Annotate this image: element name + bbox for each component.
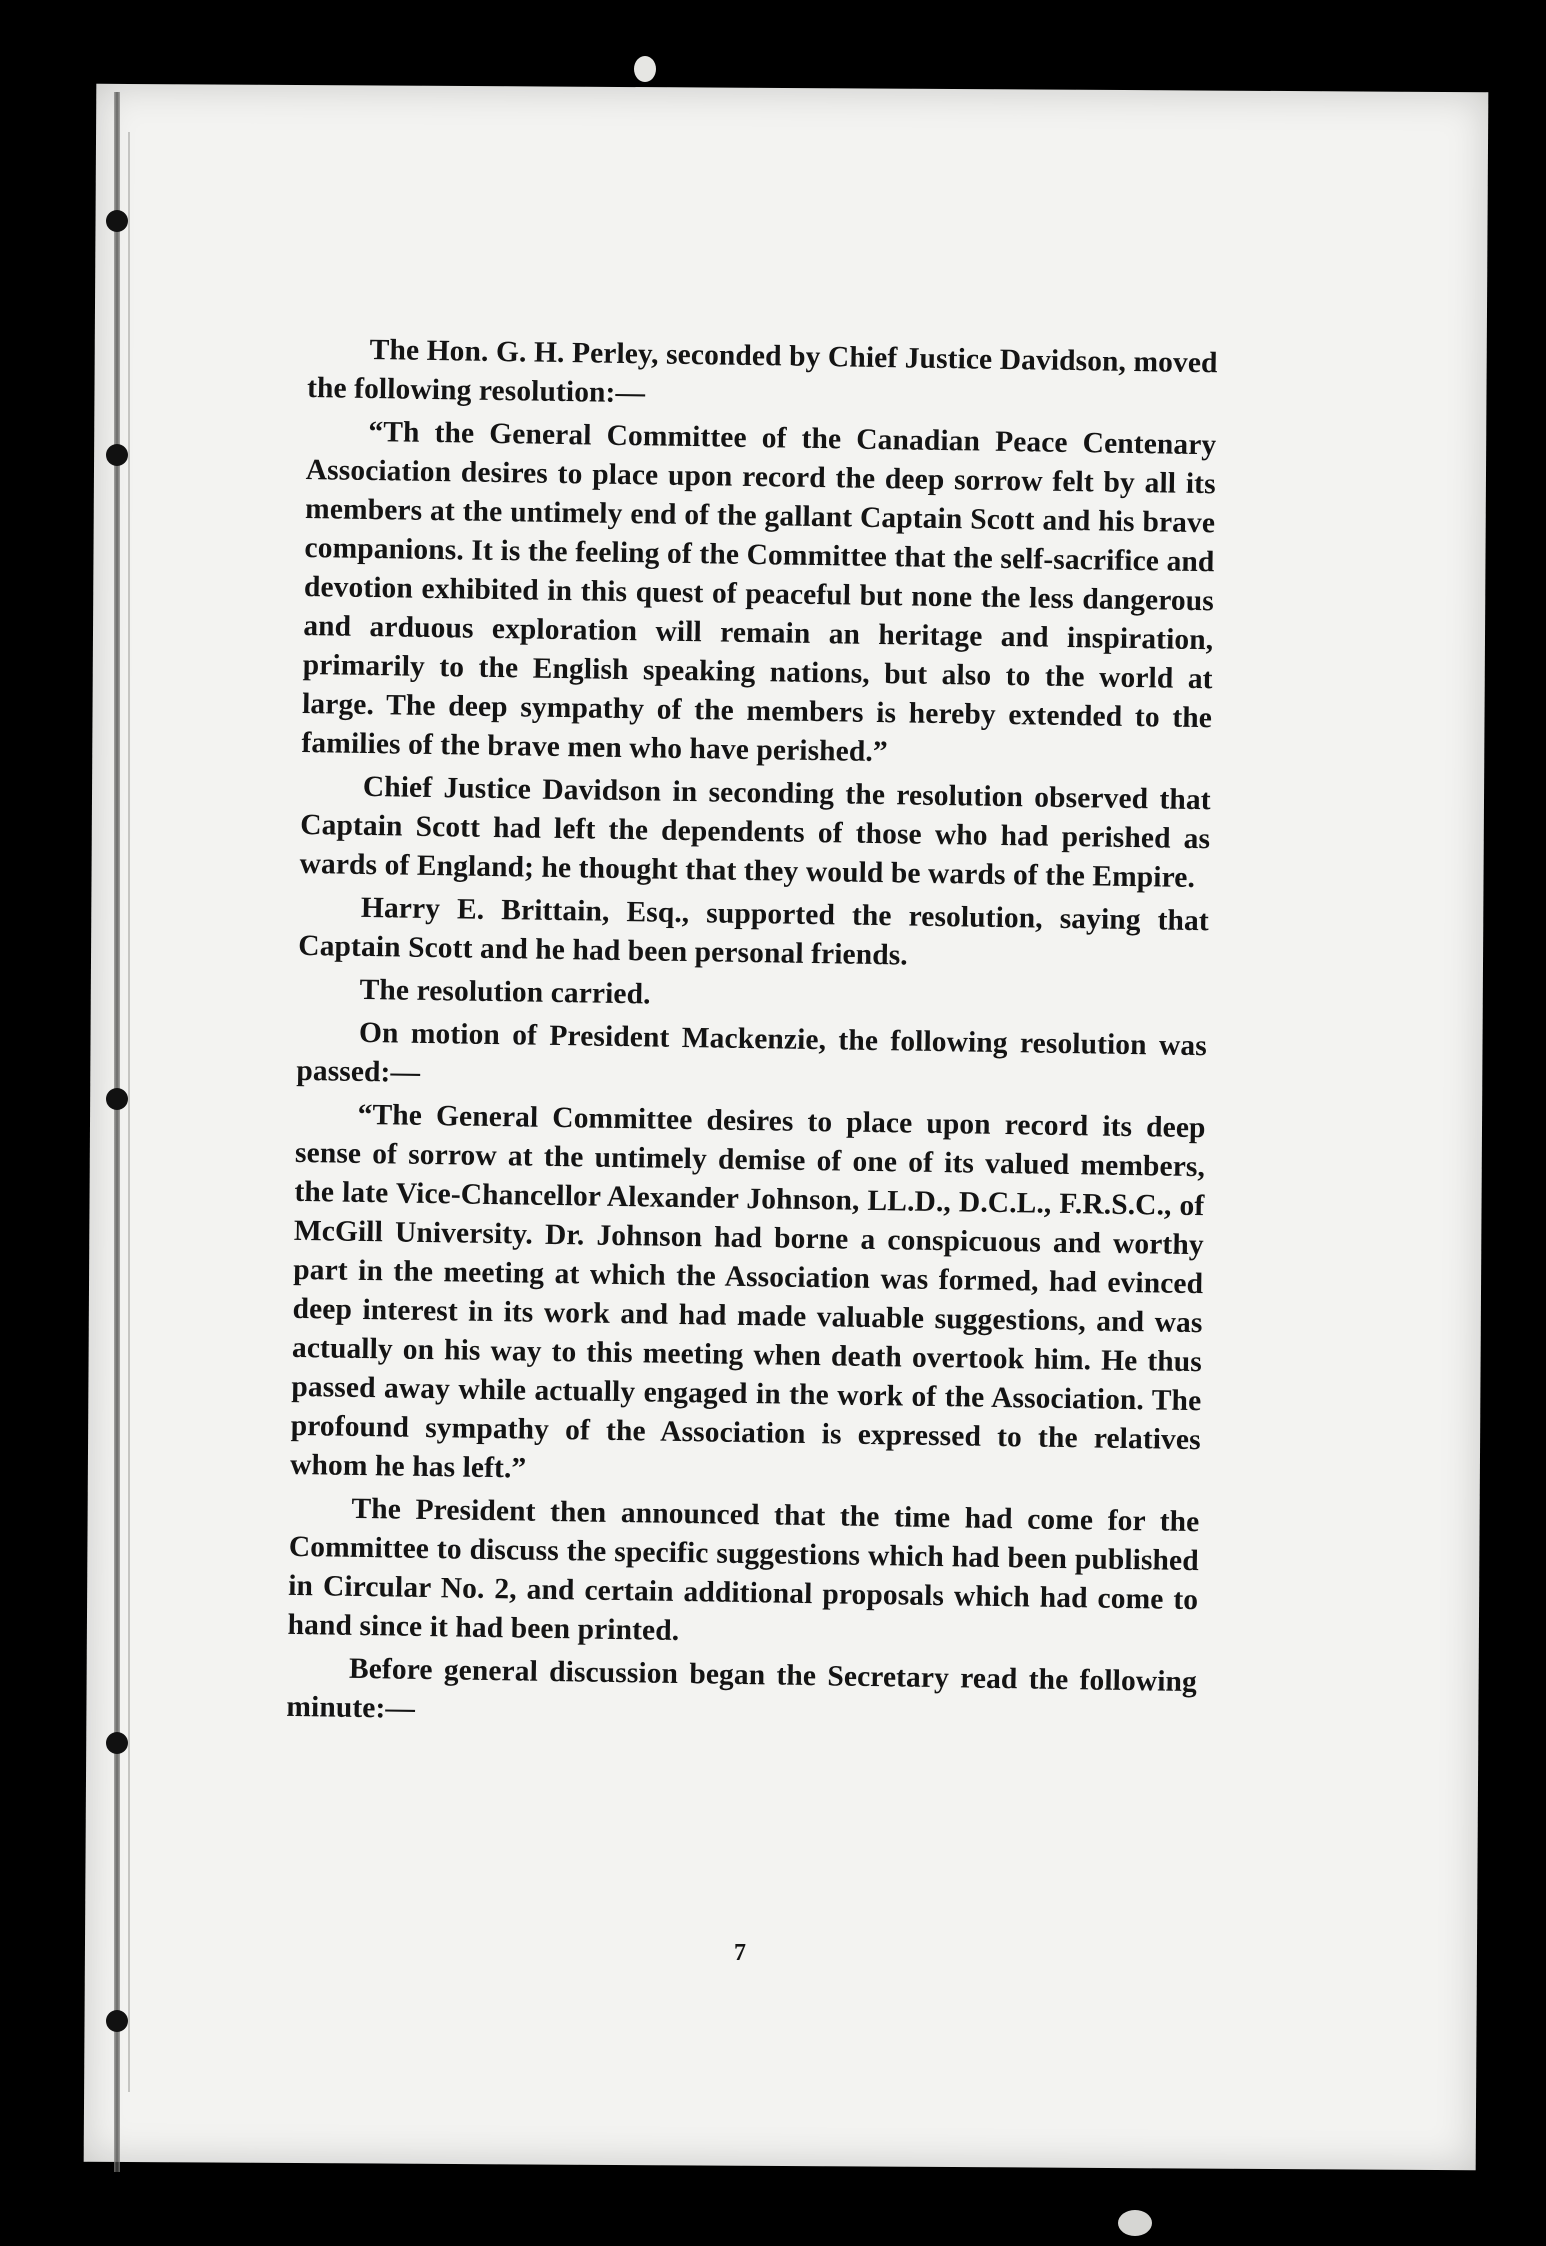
paragraph: On motion of President Mackenzie, the following resolution was passed:— <box>296 1016 1208 1089</box>
binding-knot <box>106 1732 128 1754</box>
binding-knot <box>106 1088 128 1110</box>
page-number: 7 <box>734 1940 746 1966</box>
binding-line <box>114 92 120 2172</box>
binding-knot <box>106 2010 128 2032</box>
binding-line-secondary <box>128 132 130 2092</box>
scan-artifact <box>634 56 656 82</box>
paragraph: The resolution carried. <box>359 973 651 1011</box>
paragraph: The President then announced that the time had come for the Committee to discuss the specific suggestions which had been published in Circular No. 2, and certain additional proposals which had come to hand since it had been printed. <box>287 1492 1200 1647</box>
paragraph: “Th the General Committee of the Canadian Peace Centenary Association desires to place upon record the deep sorrow felt by all its members at the untimely end of the gallant Captain Scott and his brave companions. It is the feeling of the Committee that the self-sacrifice and devotion exhibited in this quest of peaceful but none the less dangerous and arduous exploration will remain an heritage and inspiration, primarily to the English speaking nations, but also to the world at large. The deep sympathy of the members is hereby extended to the families of the brave men who have perished.” <box>301 415 1217 769</box>
paragraph: “The General Committee desires to place upon record its deep sense of sorrow at the untimely demise of one of its valued members, the late Vice-Chancellor Alexander Johnson, LL.D., D.C.L., F.R.S.C., of McGill University. Dr. Johnson had borne a conspicuous and worthy part in the meeting at which the Association was formed, had evinced deep interest in its work and had made valuable suggestions, and was actually on his way to this meeting when death overtook him. He thus passed away while actually engaged in the work of the Association. The profound sympathy of the Association is expressed to the relatives whom he has left.” <box>289 1098 1206 1485</box>
binding-knot <box>106 210 128 232</box>
paragraph: Before general discussion began the Secretary read the following minute:— <box>286 1652 1198 1725</box>
paragraph: Chief Justice Davidson in seconding the resolution observed that Captain Scott had left the dependents of those who had perished as wards of England; he thought that they would be wards of the Empire. <box>299 770 1211 894</box>
body-text <box>286 330 1218 1745</box>
paragraph: The Hon. G. H. Perley, seconded by Chief Justice Davidson, moved the following resolution:— <box>306 333 1218 410</box>
binding-thread <box>102 92 136 2172</box>
scan-artifact <box>1118 2210 1152 2236</box>
paragraph: Harry E. Brittain, Esq., supported the resolution, saying that Captain Scott and he had been personal friends. <box>298 891 1210 972</box>
binding-knot <box>106 444 128 466</box>
